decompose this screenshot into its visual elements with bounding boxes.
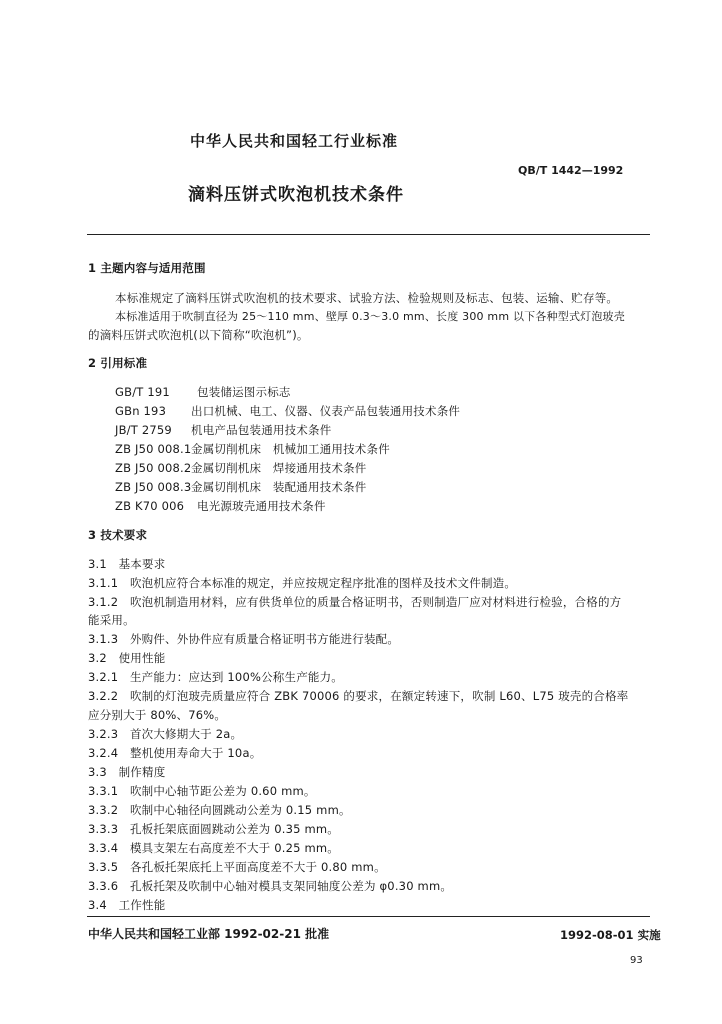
clause-3-3-1: 3.3.1 吹制中心轴节距公差为 0.60 mm。	[88, 784, 316, 798]
standard-number: QB/T 1442—1992	[518, 164, 624, 177]
reference-item	[115, 441, 390, 457]
reference-item	[115, 498, 326, 514]
clause-3-1-2-cont: 能采用。	[88, 613, 135, 627]
reference-title: 包装储运图示标志	[197, 385, 291, 399]
reference-code: GB/T 191	[115, 385, 170, 399]
clause-3-2: 3.2 使用性能	[88, 651, 166, 665]
reference-code: JB/T 2759	[115, 423, 172, 437]
clause-3-2-4: 3.2.4 整机使用寿命大于 10a。	[88, 746, 262, 760]
reference-item	[115, 422, 331, 438]
reference-title: 出口机械、电工、仪器、仪表产品包装通用技术条件	[191, 404, 461, 418]
reference-code: ZB J50 008.3	[115, 480, 192, 494]
page-number: 93	[630, 955, 643, 966]
effective-date: 1992-08-01 实施	[560, 928, 661, 942]
clause-3-1-1: 3.1.1 吹泡机应符合本标准的规定，并应按规定程序批准的图样及技术文件制造。	[88, 576, 517, 590]
clause-3-2-1: 3.2.1 生产能力：应达到 100%公称生产能力。	[88, 670, 343, 684]
clause-3-3-6: 3.3.6 孔板托架及吹制中心轴对模具支架同轴度公差为 φ0.30 mm。	[88, 879, 453, 893]
reference-code: ZB J50 008.1	[115, 442, 192, 456]
reference-code: ZB K70 006	[115, 499, 185, 513]
reference-title: 电光源玻壳通用技术条件	[197, 499, 326, 513]
org-title: 中华人民共和国轻工行业标准	[190, 132, 399, 150]
clause-3-1-3: 3.1.3 外购件、外协件应有质量合格证明书方能进行装配。	[88, 632, 400, 646]
document-title: 滴料压饼式吹泡机技术条件	[188, 185, 404, 205]
reference-item	[115, 460, 367, 476]
reference-code: ZB J50 008.2	[115, 461, 192, 475]
section-1-heading: 1 主题内容与适用范围	[88, 261, 206, 275]
clause-3-3-2: 3.3.2 吹制中心轴径向圆跳动公差为 0.15 mm。	[88, 803, 351, 817]
approval-line: 中华人民共和国轻工业部 1992-02-21 批准	[88, 927, 330, 941]
reference-title: 金属切削机床 机械加工通用技术条件	[191, 442, 390, 456]
clause-3-2-3: 3.2.3 首次大修期大于 2a。	[88, 727, 243, 741]
clause-3-4: 3.4 工作性能	[88, 898, 166, 912]
clause-3-1: 3.1 基本要求	[88, 557, 166, 571]
clause-3-3-4: 3.3.4 模具支架左右高度差不大于 0.25 mm。	[88, 841, 339, 855]
reference-code: GBn 193	[115, 404, 167, 418]
reference-item	[115, 384, 291, 400]
clause-3-3-3: 3.3.3 孔板托架底面圆跳动公差为 0.35 mm。	[88, 822, 339, 836]
reference-title: 机电产品包装通用技术条件	[191, 423, 332, 437]
section-3-heading: 3 技术要求	[88, 528, 148, 542]
clause-3-1-2: 3.1.2 吹泡机制造用材料，应有供货单位的质量合格证明书，否则制造厂应对材料进行检验，合格的方	[88, 595, 622, 609]
header-rule	[87, 234, 650, 235]
section-1-paragraph-2b: 的滴料压饼式吹泡机(以下简称“吹泡机”)。	[88, 328, 309, 342]
section-1-paragraph-2a: 本标准适用于吹制直径为 25～110 mm、壁厚 0.3～3.0 mm、长度 300 mm 以下各种型式灯泡玻壳	[115, 310, 625, 323]
reference-title: 金属切削机床 装配通用技术条件	[191, 480, 367, 494]
clause-3-3-5: 3.3.5 各孔板托架底托上平面高度差不大于 0.80 mm。	[88, 860, 386, 874]
reference-title: 金属切削机床 焊接通用技术条件	[191, 461, 367, 475]
reference-item	[115, 479, 367, 495]
clause-3-2-2-cont: 应分别大于 80%、76%。	[88, 708, 227, 722]
section-2-heading: 2 引用标准	[88, 356, 148, 370]
footer-rule	[87, 916, 650, 917]
section-1-paragraph-1: 本标准规定了滴料压饼式吹泡机的技术要求、试验方法、检验规则及标志、包装、运输、贮存等。	[115, 291, 619, 305]
clause-3-3: 3.3 制作精度	[88, 765, 166, 779]
reference-item	[115, 403, 460, 419]
clause-3-2-2: 3.2.2 吹制的灯泡玻壳质量应符合 ZBK 70006 的要求，在额定转速下，吹制 L60、L75 玻壳的合格率	[88, 689, 629, 703]
